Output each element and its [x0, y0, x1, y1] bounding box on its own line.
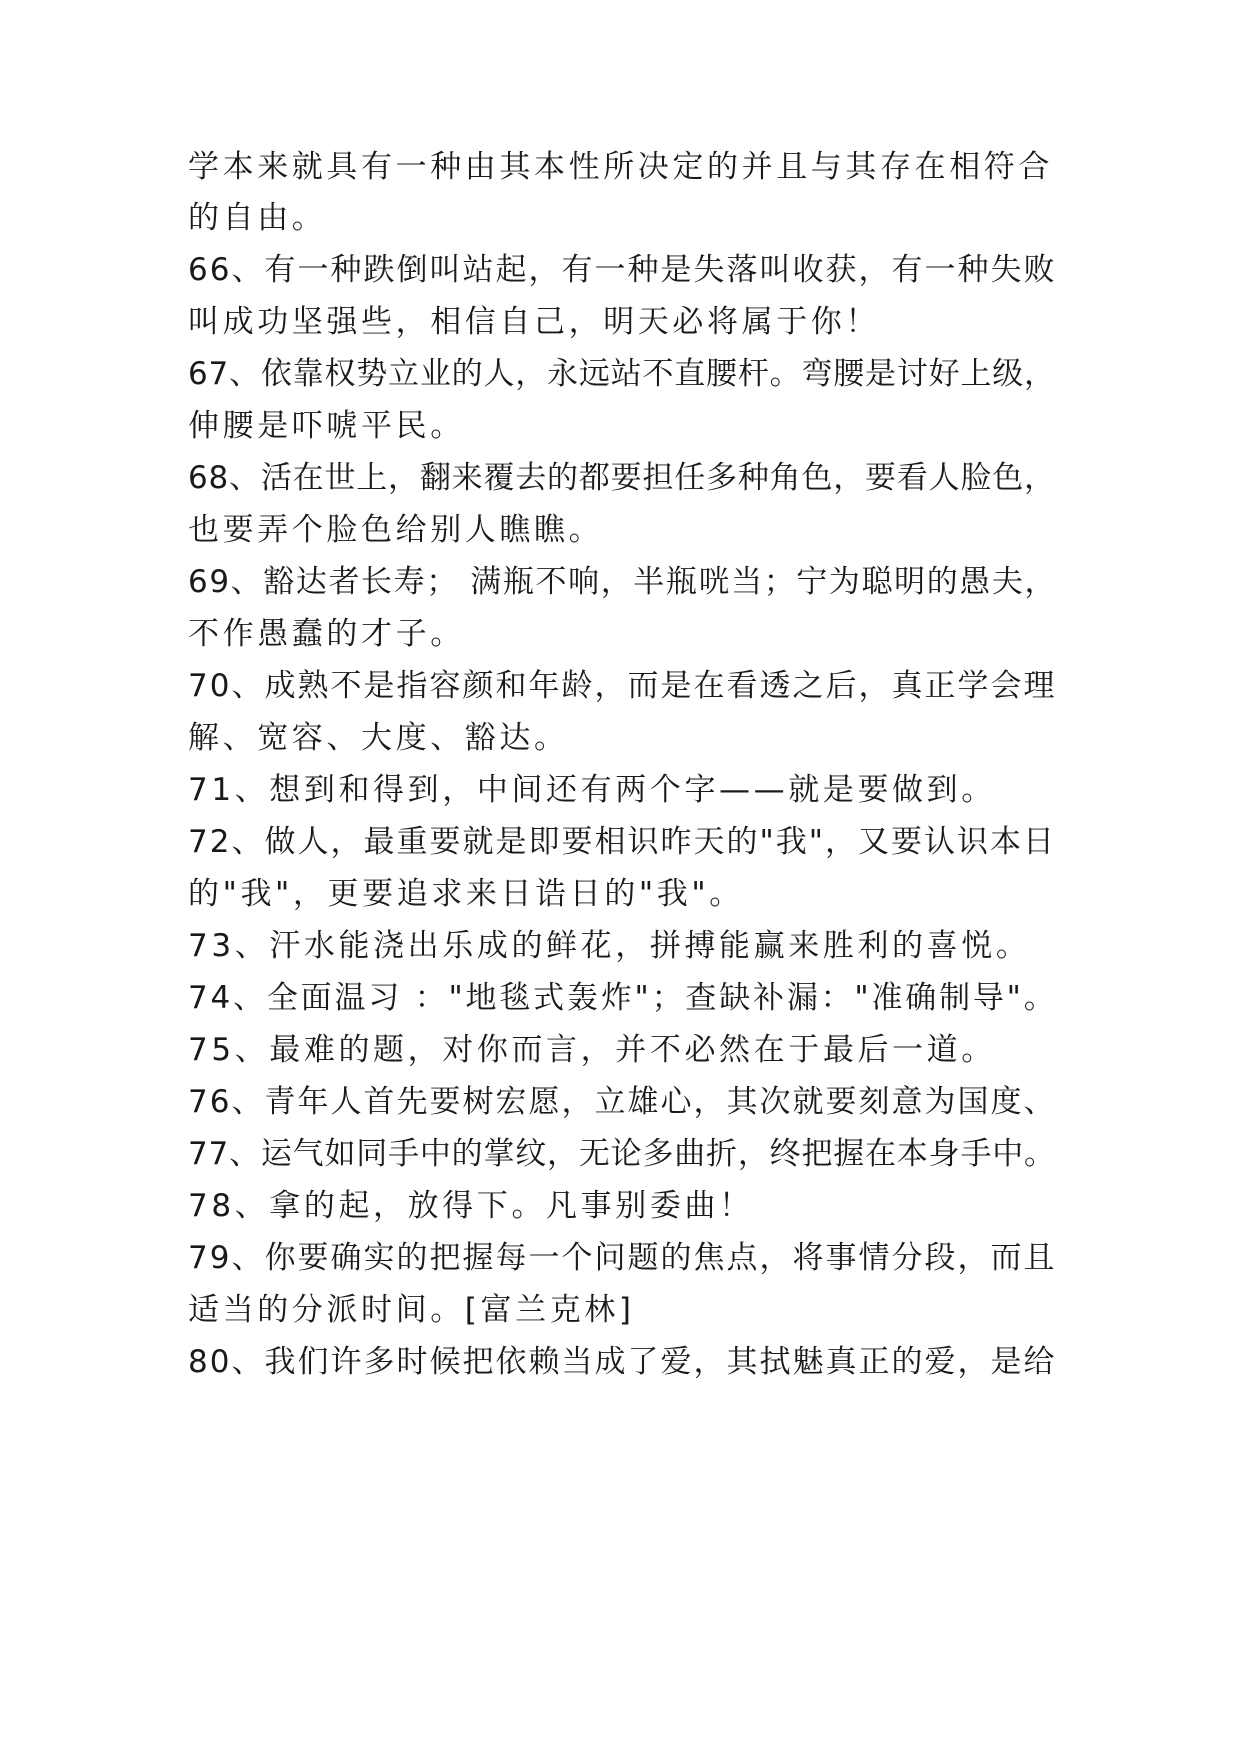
text-line: 72、做人，最重要就是即要相识昨天的"我"，又要认识本日 [188, 824, 1056, 860]
text-line: 适当的分派时间。[富兰克林] [188, 1292, 635, 1328]
text-line: 68、活在世上，翻来覆去的都要担任多种角色，要看人脸色， [188, 460, 1056, 496]
text-line: 80、我们许多时候把依赖当成了爱，其拭魅真正的爱，是给 [188, 1344, 1057, 1380]
text-line: 71、想到和得到，中间还有两个字——就是要做到。 [188, 772, 996, 808]
text-line: 79、你要确实的把握每一个问题的焦点，将事情分段，而且 [188, 1240, 1057, 1276]
text-line: 伸腰是吓唬平民。 [188, 408, 465, 444]
text-line: 也要弄个脸色给别人瞧瞧。 [188, 512, 604, 548]
text-line: 66、有一种跌倒叫站起，有一种是失落叫收获，有一种失败 [188, 252, 1057, 288]
text-line: 解、宽容、大度、豁达。 [188, 720, 569, 756]
text-line: 69、豁达者长寿； 满瓶不响，半瓶咣当；宁为聪明的愚夫， [188, 564, 1058, 600]
text-line: 的"我"，更要追求来日诰日的"我"。 [188, 876, 744, 912]
text-line: 74、全面温习 ："地毯式轰炸"；查缺补漏："准确制导"。 [188, 980, 1058, 1016]
text-line: 76、青年人首先要树宏愿，立雄心，其次就要刻意为国度、 [188, 1084, 1057, 1120]
text-line: 78、拿的起，放得下。凡事别委曲！ [188, 1188, 754, 1224]
text-line: 73、汗水能浇出乐成的鲜花，拼搏能赢来胜利的喜悦。 [188, 928, 1031, 964]
text-line: 叫成功坚强些，相信自己，明天必将属于你！ [188, 304, 880, 340]
text-line: 77、运气如同手中的掌纹，无论多曲折，终把握在本身手中。 [188, 1136, 1056, 1172]
text-line: 学本来就具有一种由其本性所决定的并且与其存在相符合 [188, 149, 1053, 185]
text-line: 的自由。 [188, 200, 327, 236]
text-line: 不作愚蠢的才子。 [188, 616, 465, 652]
text-line: 67、依靠权势立业的人，永远站不直腰杆。弯腰是讨好上级， [188, 356, 1056, 392]
text-line: 75、最难的题，对你而言，并不必然在于最后一道。 [188, 1032, 996, 1068]
text-line: 70、成熟不是指容颜和年龄，而是在看透之后，真正学会理 [188, 668, 1057, 704]
